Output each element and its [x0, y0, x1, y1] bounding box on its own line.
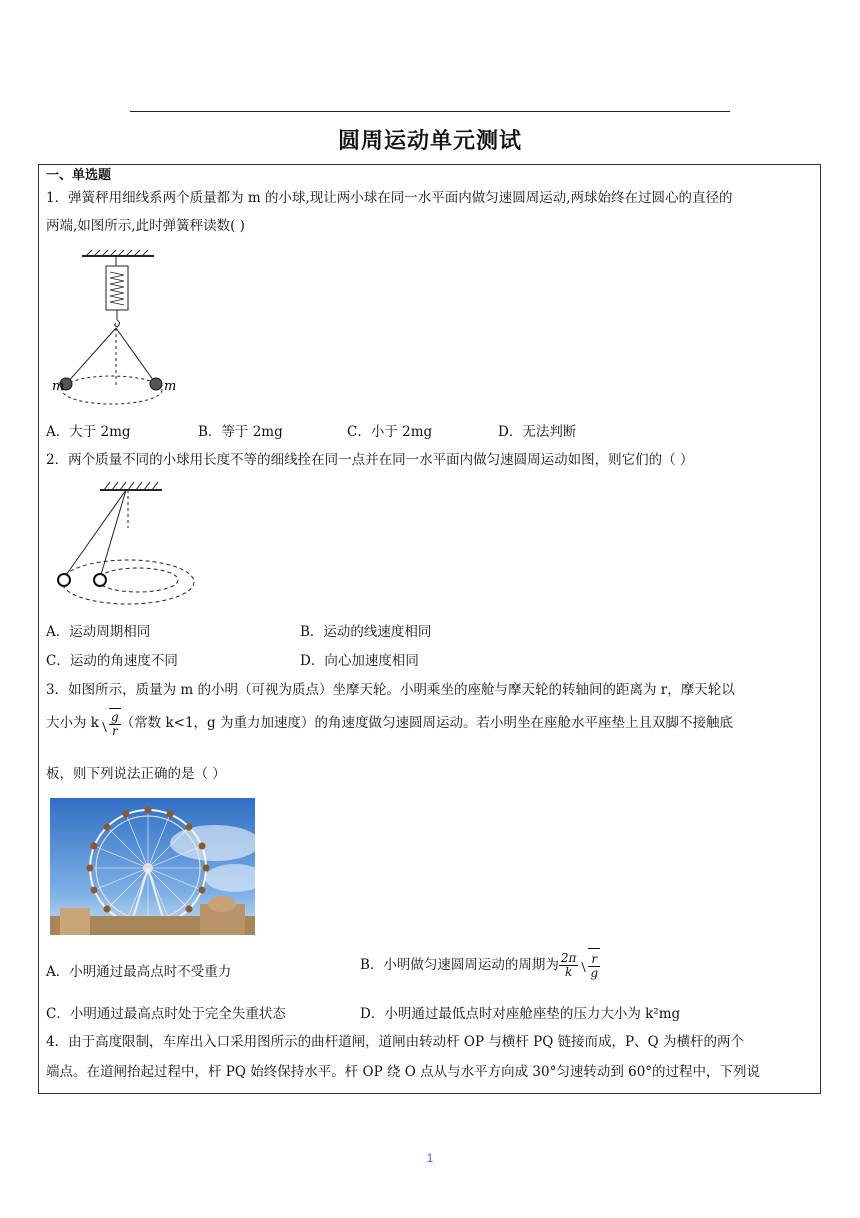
q3-text-line1: 3．如图所示，质量为 m 的小明（可视为质点）坐摩天轮。小明乘坐的座舱与摩天轮的转轴间的距离为 r，摩天轮以 — [46, 682, 735, 698]
q1-text-line1: 1．弹簧秤用细线系两个质量都为 m 的小球,现让两小球在同一水平面内做匀速圆周运动,两球始终在过圆心的直径的 — [46, 190, 733, 206]
q1-option-c: C．小于 2mg — [347, 424, 433, 440]
q2-option-c: C．运动的角速度不同 — [46, 653, 178, 669]
q1-option-b: B．等于 2mg — [198, 424, 283, 440]
section-heading: 一、单选题 — [46, 168, 112, 183]
q4-text-line1: 4．由于高度限制，车库出入口采用图所示的曲杆道闸，道闸由转动杆 OP 与横杆 PQ 链接而成，P、Q 为横杆的两个 — [46, 1034, 744, 1050]
header-rule — [130, 111, 730, 112]
q2-option-a: A．运动周期相同 — [46, 624, 151, 640]
mass-label-right: m — [164, 379, 177, 394]
q2-option-d: D．向心加速度相同 — [300, 653, 419, 669]
q2-option-b: B．运动的线速度相同 — [300, 624, 432, 640]
q3-option-c: C．小明通过最高点时处于完全失重状态 — [46, 1006, 286, 1022]
sqrt-r-over-g — [578, 948, 600, 983]
frac-den-g: g — [590, 966, 599, 980]
frac-num-g: g — [110, 710, 119, 724]
frac-num-r: r — [588, 953, 600, 967]
q2-text-line1: 2．两个质量不同的小球用长度不等的细线拴在同一点并在同一水平面内做匀速圆周运动如图，则它们的（ ） — [46, 452, 694, 468]
ferris-wheel-photo — [50, 798, 255, 935]
q1-option-a: A．大于 2mg — [46, 424, 131, 440]
q1-option-d: D．无法判断 — [498, 424, 577, 440]
q3-option-d: D．小明通过最低点时对座舱座垫的压力大小为 k²mg — [360, 1006, 681, 1022]
q1-text-line2: 两端,如图所示,此时弹簧秤读数( ) — [46, 218, 245, 234]
spring-scale-figure — [52, 250, 182, 410]
conical-pendulum-figure — [50, 478, 200, 613]
q3-line2-suffix: （常数 k<1，g 为重力加速度）的角速度做匀速圆周运动。若小明坐在座舱水平座垫上且双脚不接触底 — [120, 715, 733, 731]
sqrt-g-over-r — [99, 708, 121, 739]
page-number: 1 — [426, 1151, 434, 1165]
q3-option-a: A．小明通过最高点时不受重力 — [46, 964, 232, 980]
q3-option-b-text: B．小明做匀速圆周运动的周期为 — [360, 957, 559, 973]
page-title: 圆周运动单元测试 — [337, 129, 522, 154]
frac-den-r: r — [111, 724, 118, 738]
q4-text-line2: 端点。在道闸抬起过程中，杆 PQ 始终保持水平。杆 OP 绕 O 点从与水平方向成 30°匀速转动到 60°的过程中，下列说 — [46, 1064, 761, 1080]
q3-option-b — [360, 948, 600, 983]
frac-2pi-over-k — [559, 952, 579, 979]
q3-text-line2 — [46, 708, 733, 739]
q3-text-line3: 板，则下列说法正确的是（ ） — [46, 766, 226, 782]
frac-num-2pi: 2π — [560, 951, 577, 965]
q3-line2-prefix: 大小为 k — [46, 715, 99, 731]
frac-den-k: k — [565, 965, 573, 979]
mass-label-left: m — [52, 379, 65, 394]
